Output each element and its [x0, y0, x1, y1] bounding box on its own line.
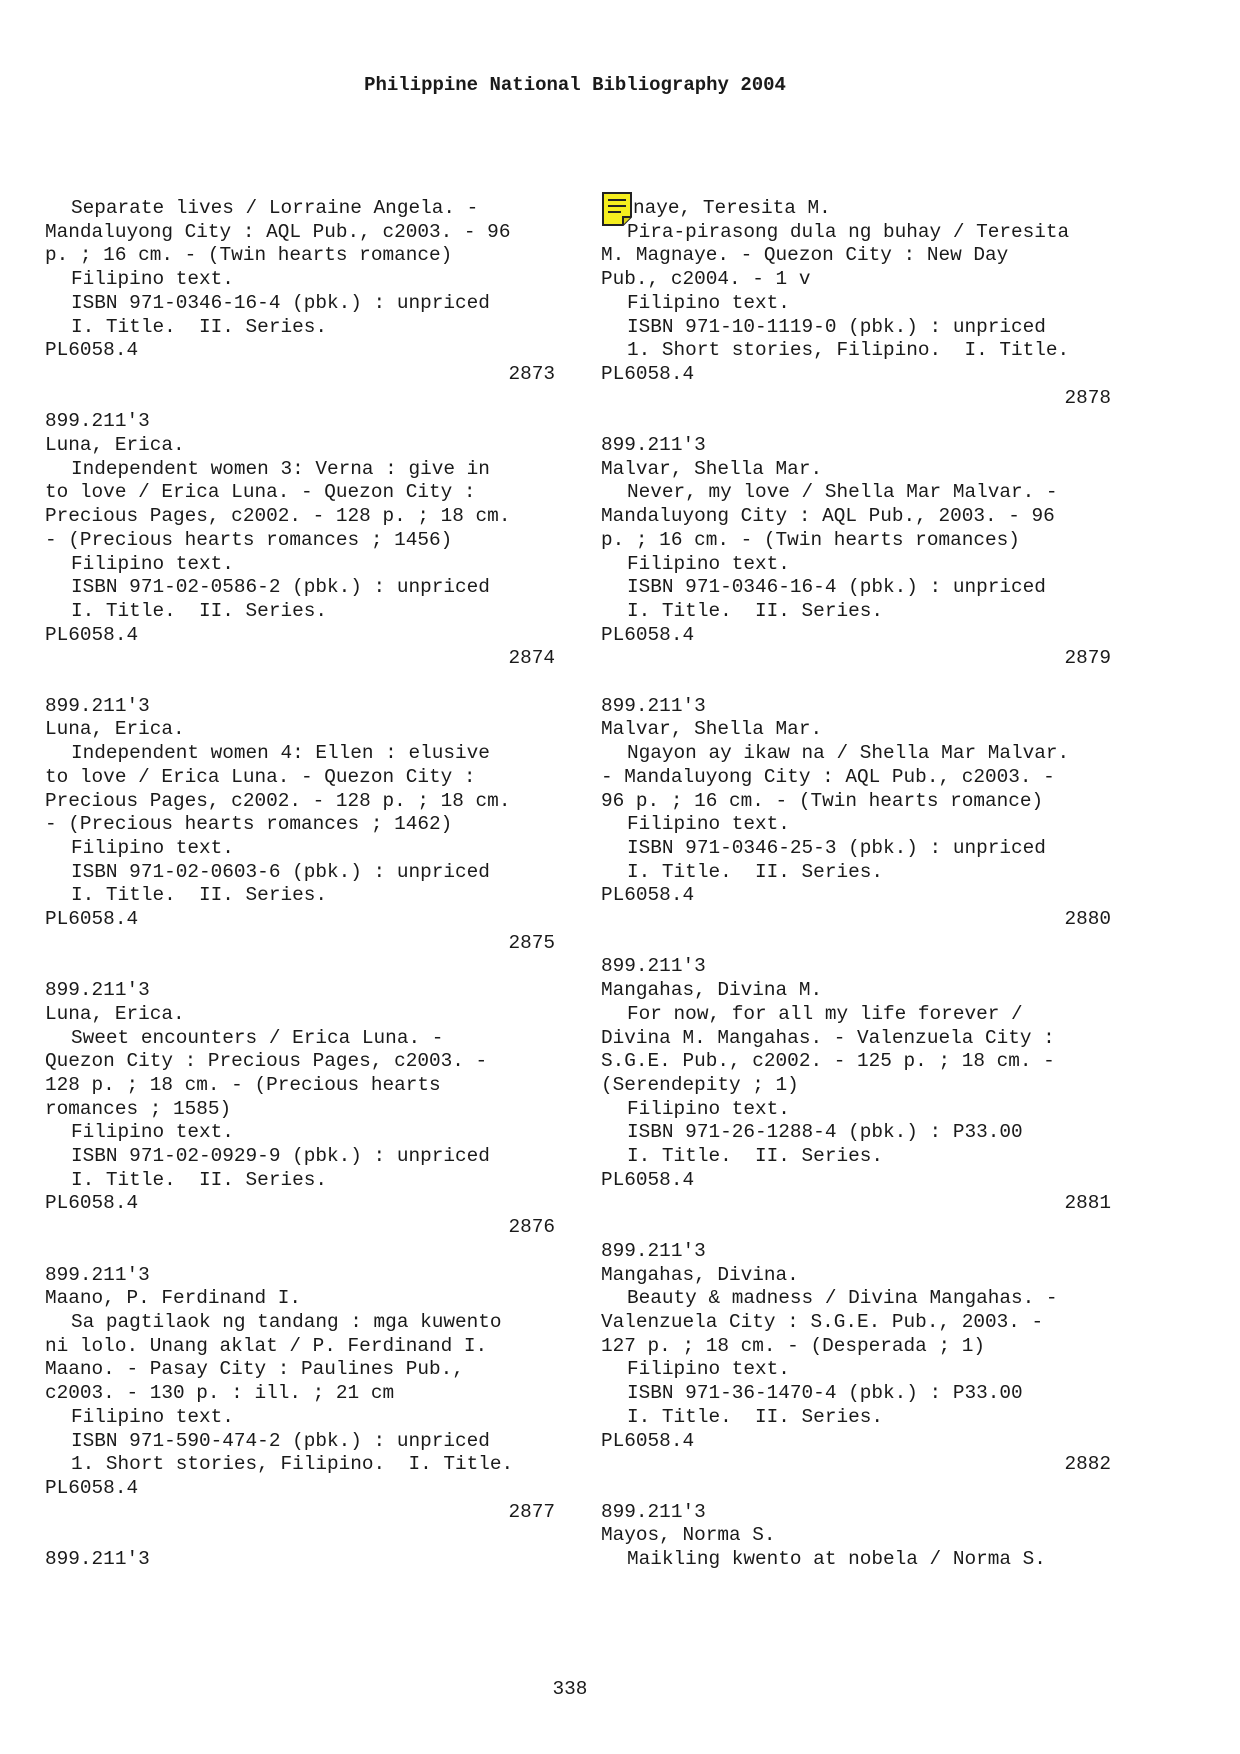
- entry-line: I. Title. II. Series.: [71, 599, 327, 622]
- entry-line: ISBN 971-0346-16-4 (pbk.) : unpriced: [627, 576, 1046, 599]
- entry-line: Filipino text.: [627, 552, 790, 575]
- entry-line: ISBN 971-10-1119-0 (pbk.) : unpriced: [627, 315, 1046, 338]
- entry-line: ISBN 971-02-0603-6 (pbk.) : unpriced: [71, 860, 490, 883]
- entry-line: 96 p. ; 16 cm. - (Twin hearts romance): [601, 789, 1044, 812]
- entry-line: Valenzuela City : S.G.E. Pub., 2003. -: [601, 1310, 1044, 1333]
- entry-number: 2875: [508, 931, 555, 954]
- entry-line: p. ; 16 cm. - (Twin hearts romance): [45, 244, 453, 267]
- entry-line: p. ; 16 cm. - (Twin hearts romances): [601, 528, 1020, 551]
- page-number: 338: [552, 1678, 588, 1700]
- entry-line: Divina M. Mangahas. - Valenzuela City :: [601, 1026, 1055, 1049]
- entry-line: romances ; 1585): [45, 1097, 232, 1120]
- entry-line: I. Title. II. Series.: [627, 599, 883, 622]
- entry-line: 899.211'3: [45, 979, 150, 1002]
- bibliography-entry: [601, 1240, 1111, 1477]
- entry-line: 899.211'3: [45, 694, 150, 717]
- entry-number: 2881: [1064, 1192, 1111, 1215]
- entry-line: Never, my love / Shella Mar Malvar. -: [627, 481, 1058, 504]
- entry-line: - (Precious hearts romances ; 1456): [45, 528, 453, 551]
- bibliography-entry: [601, 1501, 1111, 1572]
- entry-number: 2876: [508, 1216, 555, 1239]
- entry-number: 2873: [508, 362, 555, 385]
- entry-line: ISBN 971-0346-16-4 (pbk.) : unpriced: [71, 291, 490, 314]
- entry-line: S.G.E. Pub., c2002. - 125 p. ; 18 cm. -: [601, 1050, 1055, 1073]
- entry-line: Pub., c2004. - 1 v: [601, 268, 811, 291]
- entry-number: 2879: [1064, 647, 1111, 670]
- bibliography-entry: [45, 197, 555, 387]
- entry-line: 899.211'3: [45, 410, 150, 433]
- entry-line: Luna, Erica.: [45, 434, 185, 457]
- entry-line: PL6058.4: [45, 623, 139, 646]
- entry-line: PL6058.4: [601, 362, 695, 385]
- entry-line: naye, Teresita M.: [633, 197, 831, 219]
- page-title: Philippine National Bibliography 2004: [364, 74, 786, 96]
- entry-line: Mandaluyong City : AQL Pub., 2003. - 96: [601, 505, 1055, 528]
- entry-line: I. Title. II. Series.: [627, 1145, 883, 1168]
- entry-line: I. Title. II. Series.: [71, 884, 327, 907]
- bibliography-entry: [45, 979, 555, 1240]
- entry-line: Separate lives / Lorraine Angela. -: [71, 197, 479, 219]
- entry-line: I. Title. II. Series.: [71, 315, 327, 338]
- entry-line: Filipino text.: [71, 1405, 234, 1428]
- entry-line: 1. Short stories, Filipino. I. Title.: [71, 1453, 514, 1476]
- bibliography-entry: [45, 410, 555, 671]
- entry-line: M. Magnaye. - Quezon City : New Day: [601, 244, 1009, 267]
- entry-line: Maano. - Pasay City : Paulines Pub.,: [45, 1358, 464, 1381]
- entry-line: ISBN 971-02-0929-9 (pbk.) : unpriced: [71, 1145, 490, 1168]
- entry-line: 127 p. ; 18 cm. - (Desperada ; 1): [601, 1334, 985, 1357]
- entry-line: Independent women 4: Ellen : elusive: [71, 742, 490, 765]
- entry-line: Sa pagtilaok ng tandang : mga kuwento: [71, 1310, 502, 1333]
- entry-line: 899.211'3: [601, 955, 706, 978]
- entry-line: Mandaluyong City : AQL Pub., c2003. - 96: [45, 220, 511, 243]
- entry-line: ISBN 971-0346-25-3 (pbk.) : unpriced: [627, 836, 1046, 859]
- entry-line: Pira-pirasong dula ng buhay / Teresita: [627, 220, 1070, 243]
- entry-line: Malvar, Shella Mar.: [601, 457, 823, 480]
- entry-line: Luna, Erica.: [45, 718, 185, 741]
- entry-line: PL6058.4: [45, 1476, 139, 1499]
- entry-line: PL6058.4: [45, 339, 139, 362]
- entry-line: For now, for all my life forever /: [627, 1002, 1023, 1025]
- entry-line: Filipino text.: [627, 1358, 790, 1381]
- entry-number: 2874: [508, 647, 555, 670]
- entry-line: Independent women 3: Verna : give in: [71, 457, 490, 480]
- entry-line: ISBN 971-02-0586-2 (pbk.) : unpriced: [71, 576, 490, 599]
- bibliography-entry: [45, 1264, 555, 1525]
- entry-number: 2878: [1064, 386, 1111, 409]
- entry-line: Filipino text.: [71, 1121, 234, 1144]
- entry-line: Luna, Erica.: [45, 1002, 185, 1025]
- entry-line: Mayos, Norma S.: [601, 1524, 776, 1547]
- entry-line: I. Title. II. Series.: [627, 1405, 883, 1428]
- entry-line: Mangahas, Divina M.: [601, 979, 823, 1002]
- entry-line: Filipino text.: [71, 836, 234, 859]
- bibliography-entry: [601, 695, 1111, 932]
- entry-line: PL6058.4: [601, 1168, 695, 1191]
- entry-line: Maikling kwento at nobela / Norma S.: [627, 1548, 1046, 1570]
- entry-line: (Serendepity ; 1): [601, 1073, 799, 1096]
- entry-line: Filipino text.: [627, 291, 790, 314]
- entry-line: 899.211'3: [601, 1500, 706, 1523]
- entry-line: Filipino text.: [71, 552, 234, 575]
- entry-line: Precious Pages, c2002. - 128 p. ; 18 cm.: [45, 789, 511, 812]
- entry-line: PL6058.4: [601, 623, 695, 646]
- entry-line: 899.211'3: [45, 1548, 150, 1570]
- entry-line: Quezon City : Precious Pages, c2003. -: [45, 1050, 488, 1073]
- entry-line: Mangahas, Divina.: [601, 1263, 799, 1286]
- entry-line: PL6058.4: [601, 1429, 695, 1452]
- entry-line: Ngayon ay ikaw na / Shella Mar Malvar.: [627, 742, 1070, 765]
- entry-line: Filipino text.: [627, 813, 790, 836]
- entry-line: ni lolo. Unang aklat / P. Ferdinand I.: [45, 1334, 488, 1357]
- bibliography-entry: [45, 1548, 555, 1572]
- bibliography-entry: [601, 197, 1111, 410]
- bibliography-entry: [601, 955, 1111, 1216]
- entry-line: Precious Pages, c2002. - 128 p. ; 18 cm.: [45, 505, 511, 528]
- entry-line: 899.211'3: [601, 694, 706, 717]
- right-column: [601, 197, 1111, 1595]
- entry-line: I. Title. II. Series.: [627, 860, 883, 883]
- entry-line: ISBN 971-26-1288-4 (pbk.) : P33.00: [627, 1121, 1023, 1144]
- entry-line: Maano, P. Ferdinand I.: [45, 1287, 301, 1310]
- entry-line: - Mandaluyong City : AQL Pub., c2003. -: [601, 765, 1055, 788]
- entry-number: 2882: [1064, 1453, 1111, 1476]
- entry-line: to love / Erica Luna. - Quezon City :: [45, 765, 476, 788]
- entry-line: 899.211'3: [601, 1239, 706, 1262]
- entry-line: - (Precious hearts romances ; 1462): [45, 813, 453, 836]
- bibliography-entry: [601, 434, 1111, 671]
- entry-line: ISBN 971-590-474-2 (pbk.) : unpriced: [71, 1429, 490, 1452]
- entry-line: Sweet encounters / Erica Luna. -: [71, 1026, 444, 1049]
- entry-line: 899.211'3: [601, 434, 706, 457]
- entry-number: 2877: [508, 1500, 555, 1523]
- entry-line: PL6058.4: [601, 884, 695, 907]
- entry-line: 128 p. ; 18 cm. - (Precious hearts: [45, 1073, 441, 1096]
- entry-line: 1. Short stories, Filipino. I. Title.: [627, 339, 1070, 362]
- entry-line: I. Title. II. Series.: [71, 1168, 327, 1191]
- entry-number: 2880: [1064, 908, 1111, 931]
- entry-line: Filipino text.: [71, 268, 234, 291]
- entry-line: Beauty & madness / Divina Mangahas. -: [627, 1287, 1058, 1310]
- entry-line: ISBN 971-36-1470-4 (pbk.) : P33.00: [627, 1382, 1023, 1405]
- left-column: [45, 197, 555, 1595]
- entry-line: to love / Erica Luna. - Quezon City :: [45, 481, 476, 504]
- entry-line: PL6058.4: [45, 908, 139, 931]
- entry-line: 899.211'3: [45, 1263, 150, 1286]
- entry-line: c2003. - 130 p. : ill. ; 21 cm: [45, 1382, 395, 1405]
- bibliography-entry: [45, 695, 555, 956]
- entry-line: Malvar, Shella Mar.: [601, 718, 823, 741]
- entry-line: PL6058.4: [45, 1192, 139, 1215]
- entry-line: Filipino text.: [627, 1097, 790, 1120]
